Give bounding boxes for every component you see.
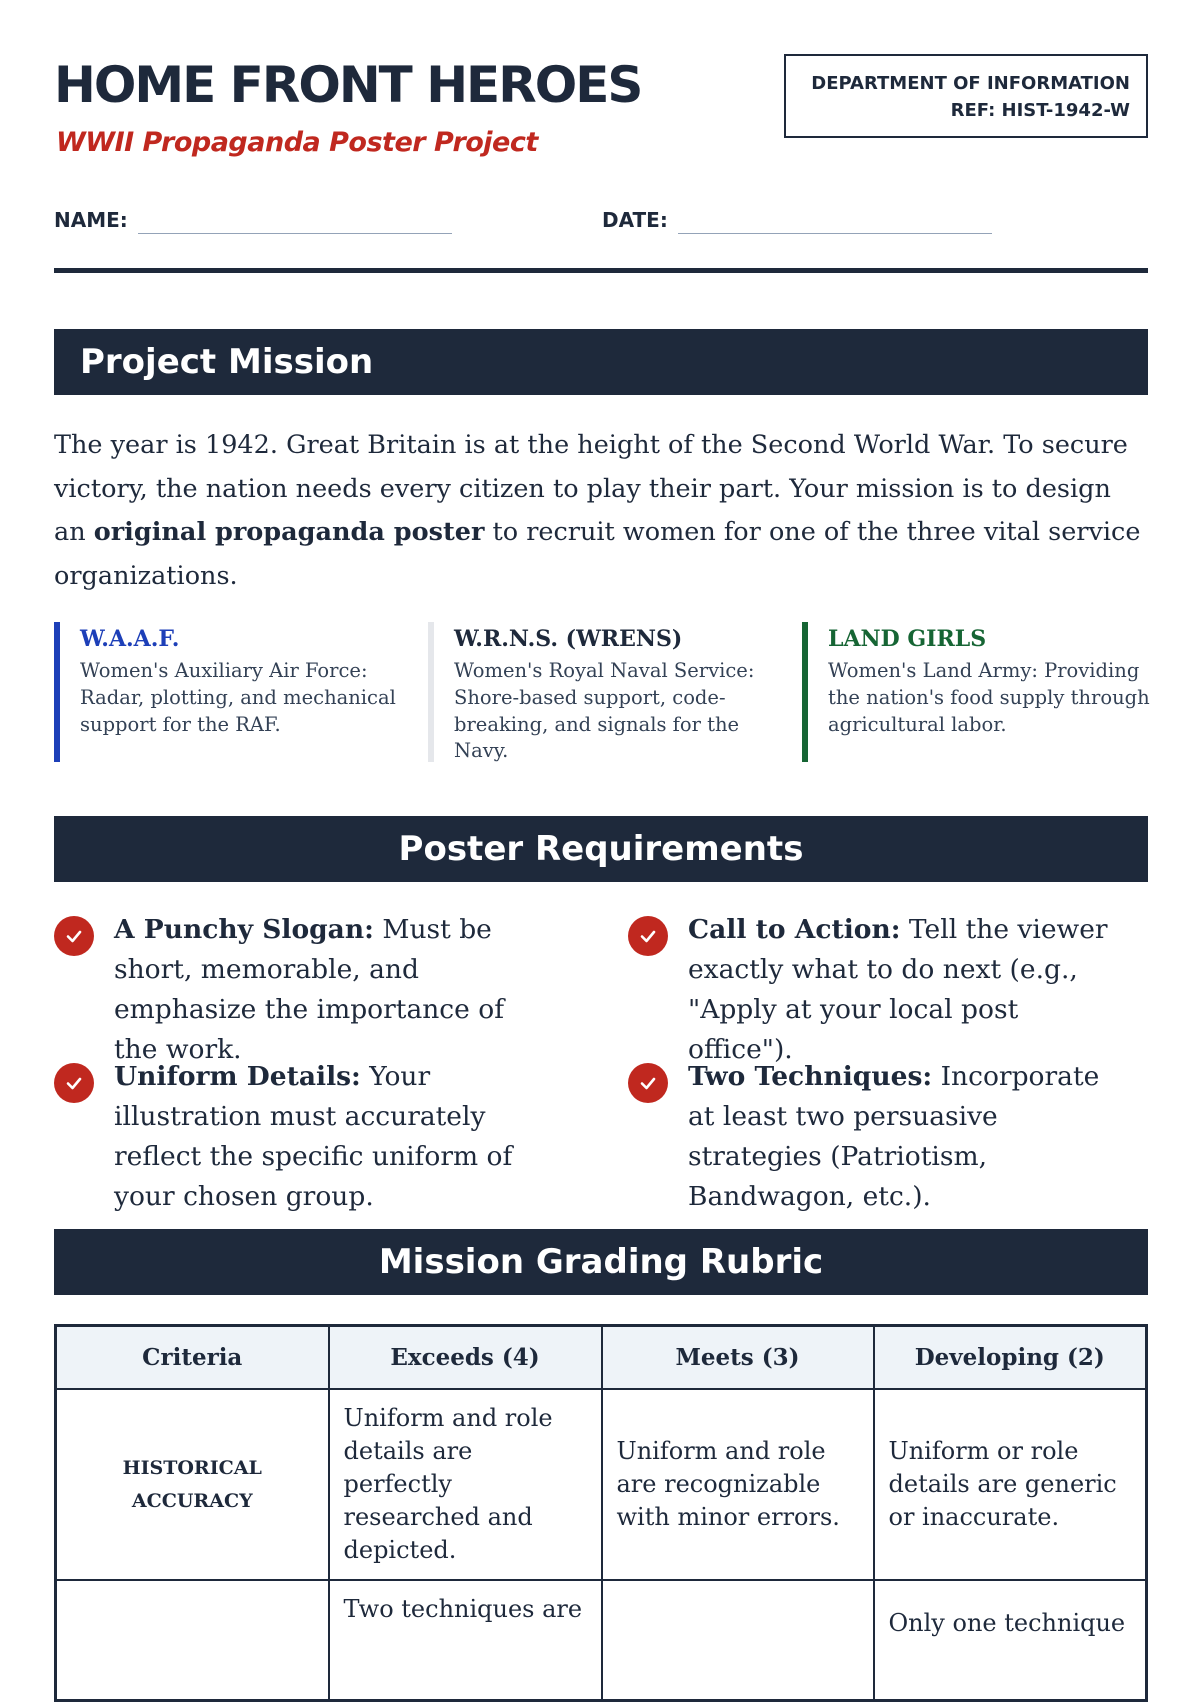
intro-bold: original propaganda poster xyxy=(93,517,485,547)
requirement-text: Must be short, memorable, and emphasize the importance of the work. xyxy=(114,914,505,1065)
rubric-table xyxy=(54,1324,1148,1702)
mission-heading: Project Mission xyxy=(54,329,1148,395)
org-description: Women's Land Army: Providing the nation's food supply through agricultural labor. xyxy=(828,659,1150,736)
org-waaf xyxy=(54,622,404,764)
name-field[interactable] xyxy=(54,208,128,232)
requirement-title: A Punchy Slogan: xyxy=(114,914,374,945)
requirement-item xyxy=(54,910,544,1070)
organizations xyxy=(54,622,1148,764)
column-header: Exceeds (4) xyxy=(329,1326,602,1390)
org-land-girls xyxy=(802,622,1152,764)
student-fields xyxy=(54,208,1148,238)
exceeds-cell: Two techniques are xyxy=(329,1580,602,1700)
org-accent-bar xyxy=(54,622,60,762)
check-icon xyxy=(54,916,94,956)
requirement-title: Two Techniques: xyxy=(688,1061,933,1092)
requirement-item xyxy=(628,1057,1118,1217)
requirements-heading: Poster Requirements xyxy=(54,816,1148,882)
check-icon xyxy=(628,1063,668,1103)
check-icon xyxy=(628,916,668,956)
requirement-text: Tell the viewer exactly what to do next (e.g., "Apply at your local post office"). xyxy=(688,914,1108,1065)
requirement-text: Incorporate at least two persuasive strategies (Patriotism, Bandwagon, etc.). xyxy=(688,1061,1100,1212)
date-label: DATE: xyxy=(602,208,668,232)
rubric-header-row xyxy=(56,1326,1147,1390)
org-name: LAND GIRLS xyxy=(828,626,987,652)
date-field[interactable] xyxy=(602,208,668,232)
meets-cell xyxy=(602,1580,874,1700)
org-name: W.A.A.F. xyxy=(80,626,180,652)
requirement-text: Your illustration must accurately reflect the specific uniform of your chosen group. xyxy=(114,1061,513,1212)
column-header: Developing (2) xyxy=(874,1326,1147,1390)
org-name: W.R.N.S. (WRENS) xyxy=(454,626,683,652)
meets-cell: Uniform and role are recognizable with minor errors. xyxy=(602,1389,874,1580)
org-accent-bar xyxy=(428,622,434,762)
requirement-item xyxy=(54,1057,544,1217)
requirement-title: Call to Action: xyxy=(688,914,901,945)
requirement-item xyxy=(628,910,1118,1070)
column-header: Meets (3) xyxy=(602,1326,874,1390)
table-row xyxy=(56,1389,1147,1580)
criteria-cell: HISTORICAL ACCURACY xyxy=(56,1389,329,1580)
intro-text-1: The year is 1942. Great Britain is at the height of the Second World War. To secure victory, the nation needs every citizen to play their part. Your mission is to design an xyxy=(54,430,1128,547)
table-row xyxy=(56,1580,1147,1700)
mission-intro xyxy=(54,424,1148,598)
department-label: DEPARTMENT OF INFORMATION xyxy=(811,73,1130,94)
header-divider xyxy=(54,268,1148,273)
column-header: Criteria xyxy=(56,1326,329,1390)
name-line[interactable] xyxy=(138,233,452,234)
check-icon xyxy=(54,1063,94,1103)
exceeds-cell: Uniform and role details are perfectly researched and depicted. xyxy=(329,1389,602,1580)
name-label: NAME: xyxy=(54,208,128,232)
org-description: Women's Royal Naval Service: Shore-based support, code-breaking, and signals for the Navy. xyxy=(454,659,755,763)
org-description: Women's Auxiliary Air Force: Radar, plotting, and mechanical support for the RAF. xyxy=(80,659,396,736)
page-title: HOME FRONT HEROES xyxy=(54,56,642,114)
org-wrns xyxy=(428,622,778,764)
intro-text-2: to recruit women for one of the three vital service organizations. xyxy=(54,517,1141,591)
criteria-cell xyxy=(56,1580,329,1700)
date-line[interactable] xyxy=(678,233,992,234)
requirement-title: Uniform Details: xyxy=(114,1061,361,1092)
reference-box xyxy=(784,54,1148,138)
developing-cell: Only one technique xyxy=(874,1580,1147,1700)
reference-code: REF: HIST-1942-W xyxy=(950,100,1130,121)
page-subtitle: WWII Propaganda Poster Project xyxy=(56,127,538,158)
developing-cell: Uniform or role details are generic or inaccurate. xyxy=(874,1389,1147,1580)
org-accent-bar xyxy=(802,622,808,762)
rubric-heading: Mission Grading Rubric xyxy=(54,1229,1148,1295)
